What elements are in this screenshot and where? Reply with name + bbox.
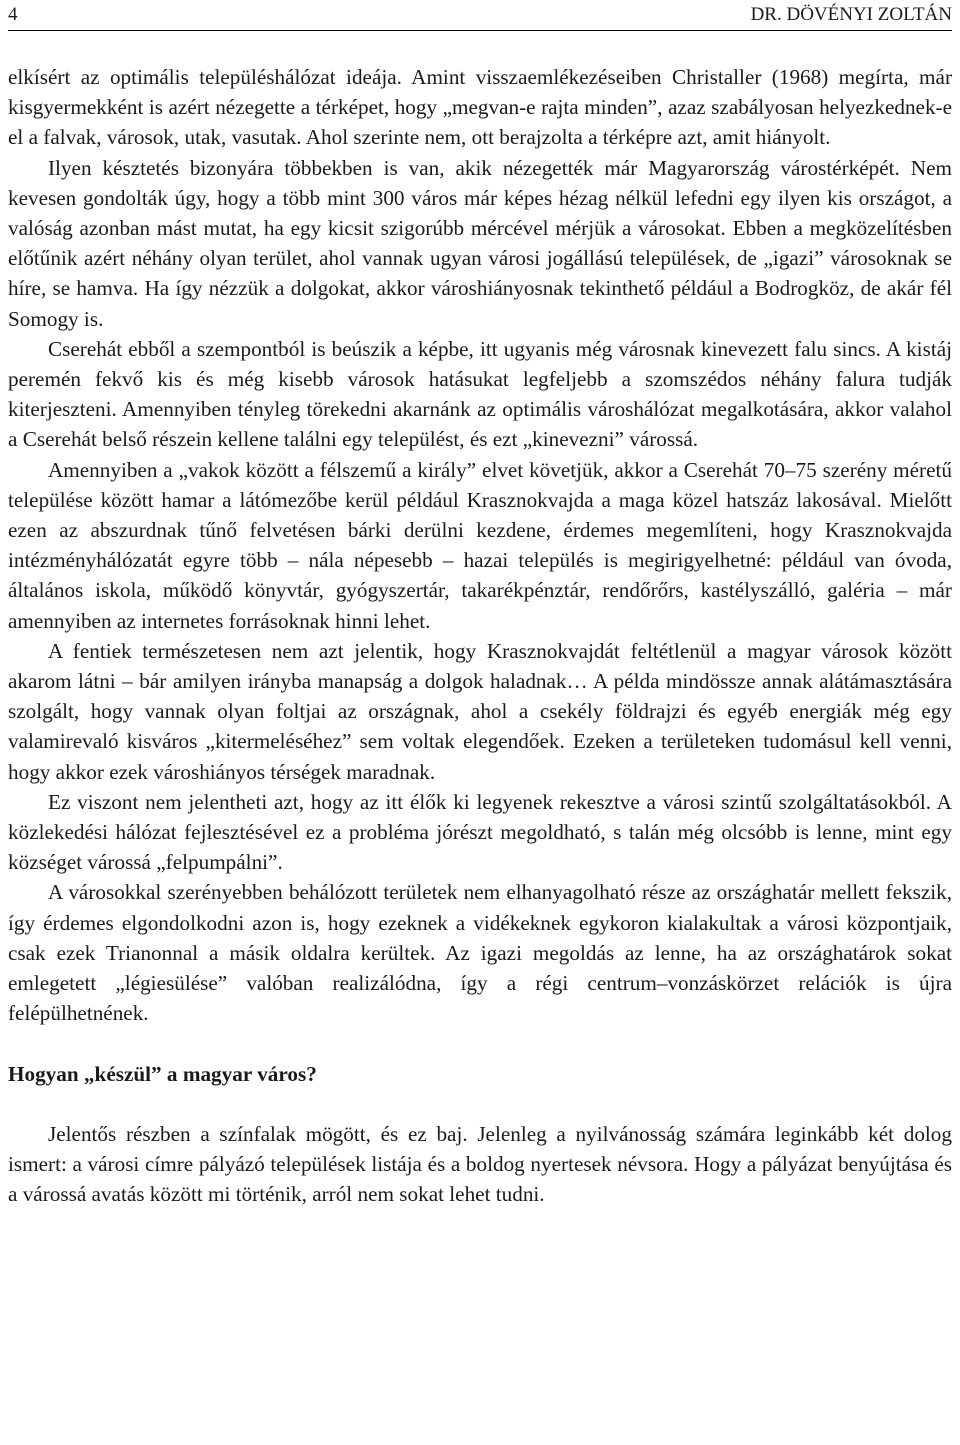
- paragraph: Ez viszont nem jelentheti azt, hogy az itt élők ki legyenek rekesztve a városi szintű szolgáltatásokból. A közlekedési hálózat fejlesztésével ez a probléma jórészt megoldható, s talán még olcsóbb is lenne, mint egy községet várossá „felpumpálni”.: [8, 789, 952, 875]
- body-text: [8, 62, 952, 1209]
- page-header: [8, 0, 952, 31]
- page-number: 4: [8, 4, 18, 25]
- paragraph: Amennyiben a „vakok között a félszemű a király” elvet követjük, akkor a Cserehát 70–75 szerény méretű települése között hamar a látómezőbe kerül például Krasznokvajda a maga közel hatszáz lakosával. Mielőtt ezen az abszurdnak tűnő felvetésen bárki derülni kezdene, érdemes megemlíteni, hogy Krasznokvajda intézményhálózatát egyre több – nála népesebb – hazai település is megirigyelhetné: például van óvoda, általános iskola, működő könyvtár, gyógyszertár, takarékpénztár, rendőrőrs, kastélyszálló, galéria – már amennyiben az internetes forrásoknak hinni lehet.: [8, 457, 952, 633]
- paragraph: elkísért az optimális településhálózat ideája. Amint visszaemlékezéseiben Christaller (1968) megírta, már kisgyermekként is azért nézegette a térképet, hogy „megvan-e rajta minden”, azaz szabályosan helyezkednek-e el a falvak, városok, utak, vasutak. Ahol szerinte nem, ott berajzolta a térképre azt, amit hiányolt.: [8, 65, 952, 150]
- section-heading: Hogyan „készül” a magyar város?: [8, 1061, 317, 1086]
- paragraph: Jelentős részben a színfalak mögött, és ez baj. Jelenleg a nyilvánosság számára leginkább két dolog ismert: a városi címre pályázó települések listája és a boldog nyertesek névsora. Hogy a pályázat benyújtása és a várossá avatás között mi történik, arról nem sokat lehet tudni.: [8, 1121, 952, 1207]
- paragraph: Cserehát ebből a szempontból is beúszik a képbe, itt ugyanis még városnak kinevezett falu sincs. A kistáj peremén fekvő kis és még kisebb városok hatásukat legfeljebb a szomszédos néhány falura tudják kiterjeszteni. Amennyiben tényleg törekedni akarnánk az optimális városhálózat megalkotására, akkor valahol a Cserehát belső részein kellene találni egy települést, és ezt „kinevezni” várossá.: [8, 336, 952, 452]
- paragraph: A városokkal szerényebben behálózott területek nem elhanyagolható része az országhatár mellett fekszik, így érdemes elgondolkodni azon is, hogy ezeknek a vidékeknek egykoron kialakultak a városi központjaik, csak ezek Trianonnal a másik oldalra kerültek. Az igazi megoldás az lenne, ha az országhatárok sokat emlegetett „légiesülése” valóban realizálódna, így a régi centrum–vonzáskörzet relációk is újra felépülhetnének.: [8, 880, 952, 1026]
- paragraph: A fentiek természetesen nem azt jelentik, hogy Krasznokvajdát feltétlenül a magyar városok között akarom látni – bár amilyen irányba manapság a dolgok haladnak… A példa mindössze annak alátámasztására szolgált, hogy vannak olyan foltjai az országnak, ahol a csekély földrajzi és egyéb energiák még egy valamirevaló kisváros „kitermеléséhez” sem voltak elegendőek. Ezeken a területeken tudomásul kell venni, hogy akkor ezek városhiányos térségek maradnak.: [8, 638, 952, 784]
- running-head: DR. DÖVÉNYI ZOLTÁN: [750, 4, 952, 25]
- paragraph: Ilyen késztetés bizonyára többekben is van, akik nézegették már Magyarország várostérképét. Nem kevesen gondolták úgy, hogy a több mint 300 város már képes hézag nélkül lefedni egy ilyen kis országot, a valóság azonban mást mutat, ha egy kicsit szigorúbb mércével mérjük a városokat. Ebben a megközelítésben előtűnik azért néhány olyan terület, ahol vannak ugyan városi jogállású települések, de „igazi” városoknak se híre, se hamva. Ha így nézzük a dolgokat, akkor városhiányosnak tekinthető például a Bodrogköz, de akár fél Somogy is.: [8, 155, 952, 331]
